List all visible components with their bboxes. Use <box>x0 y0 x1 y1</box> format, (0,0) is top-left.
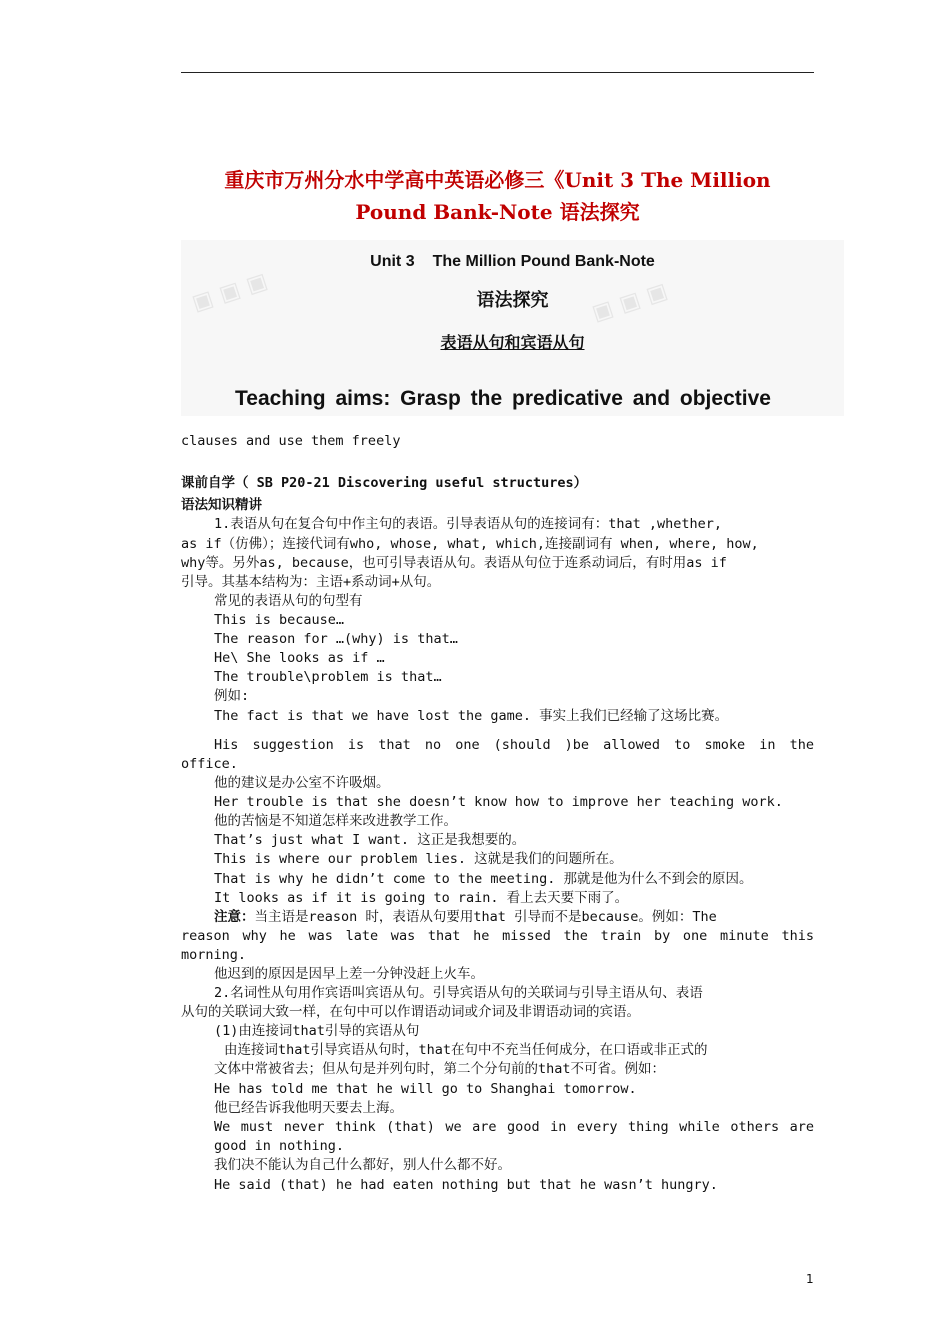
watermark: ▣ ▣ ▣ <box>589 278 671 327</box>
body-line: reason why he was late was that he missed the train by one minute this <box>181 928 814 944</box>
example-line: That’s just what I want. 这正是我想要的。 <box>214 832 526 848</box>
page-number: 1 <box>806 1272 814 1286</box>
example-line: He\ She looks as if … <box>214 650 385 666</box>
embedded-title-image <box>181 240 844 416</box>
example-line: The reason for …(why) is that… <box>214 631 458 647</box>
body-line: 例如: <box>214 688 250 704</box>
note-label: 注意： <box>214 909 255 925</box>
clause-heading: 表语从句和宾语从句 <box>440 333 585 352</box>
example-line: good in nothing. <box>214 1138 345 1154</box>
translation-line: 他迟到的原因是因早上差一分钟没赶上火车。 <box>214 966 484 982</box>
document-title-line-2: Pound Bank-Note 语法探究 <box>355 200 640 224</box>
body-line: 引导。其基本结构为：主语+系动词+从句。 <box>181 574 441 590</box>
example-line: The fact is that we have lost the game. 事实上我们已经输了这场比赛。 <box>214 708 729 724</box>
body-line: as if（仿佛）；连接代词有who, whose, what, which,连接副词有 when, where, how, <box>181 536 759 552</box>
example-line: Her trouble is that she doesn’t know how to improve her teaching work. <box>214 794 783 810</box>
body-line: 由连接词that引导宾语从句时，that在句中不充当任何成分，在口语或非正式的 <box>224 1042 708 1058</box>
note-text: 当主语是reason 时，表语从句要用that 引导而不是because。例如：The <box>254 909 717 925</box>
top-rule <box>181 72 814 73</box>
body-line: clauses and use them freely <box>181 433 401 449</box>
example-line: He has told me that he will go to Shanghai tomorrow. <box>214 1081 637 1097</box>
example-line: He said (that) he had eaten nothing but that he wasn’t hungry. <box>214 1177 718 1193</box>
body-line: 常见的表语从句的句型有 <box>214 593 363 609</box>
example-line: We must never think (that) we are good in every thing while others are <box>214 1119 814 1135</box>
example-line: His suggestion is that no one (should )be allowed to smoke in the <box>214 737 814 753</box>
subsection-heading: (1)由连接词that引导的宾语从句 <box>214 1023 420 1039</box>
example-line: That is why he didn’t come to the meeting. 那就是他为什么不到会的原因。 <box>214 871 753 887</box>
body-line: morning. <box>181 947 247 963</box>
body-line: 2.名词性从句用作宾语叫宾语从句。引导宾语从句的关联词与引导主语从句、表语 <box>214 985 703 1001</box>
example-line: office. <box>181 756 238 772</box>
example-line: This is where our problem lies. 这就是我们的问题所在。 <box>214 851 623 867</box>
body-line: 从句的关联词大致一样，在句中可以作谓语动词或介词及非谓语动词的宾语。 <box>181 1004 640 1020</box>
watermark: ▣ ▣ ▣ <box>189 268 271 317</box>
unit-heading <box>181 253 844 271</box>
section-heading: 课前自学（ SB P20-21 Discovering useful structures） <box>181 475 588 491</box>
translation-line: 他的建议是办公室不许吸烟。 <box>214 775 390 791</box>
unit-number: Unit 3 <box>370 253 415 270</box>
example-line: This is because… <box>214 612 345 628</box>
example-line: It looks as if it is going to rain. 看上去天要下雨了。 <box>214 890 629 906</box>
section-heading: 语法知识精讲 <box>181 497 262 513</box>
body-line: why等。另外as, because，也可引导表语从句。表语从句位于连系动词后，有时用as if <box>181 555 727 571</box>
note-line <box>214 908 717 927</box>
example-line: The trouble\problem is that… <box>214 669 442 685</box>
translation-line: 我们决不能认为自己什么都好，别人什么都不好。 <box>214 1157 511 1173</box>
unit-name: The Million Pound Bank-Note <box>432 253 655 270</box>
translation-line: 他的苦恼是不知道怎样来改进教学工作。 <box>214 813 457 829</box>
body-line: 文体中常被省去；但从句是并列句时，第二个分句前的that不可省。例如： <box>214 1061 666 1077</box>
document-title-line-1: 重庆市万州分水中学高中英语必修三《Unit 3 The Million <box>224 168 771 192</box>
grammar-heading: 语法探究 <box>476 290 549 311</box>
body-line: 1.表语从句在复合句中作主句的表语。引导表语从句的连接词有：that ,whether, <box>214 516 723 532</box>
translation-line: 他已经告诉我他明天要去上海。 <box>214 1100 403 1116</box>
teaching-aims: Teaching aims: Grasp the predicative and objective <box>235 387 771 410</box>
